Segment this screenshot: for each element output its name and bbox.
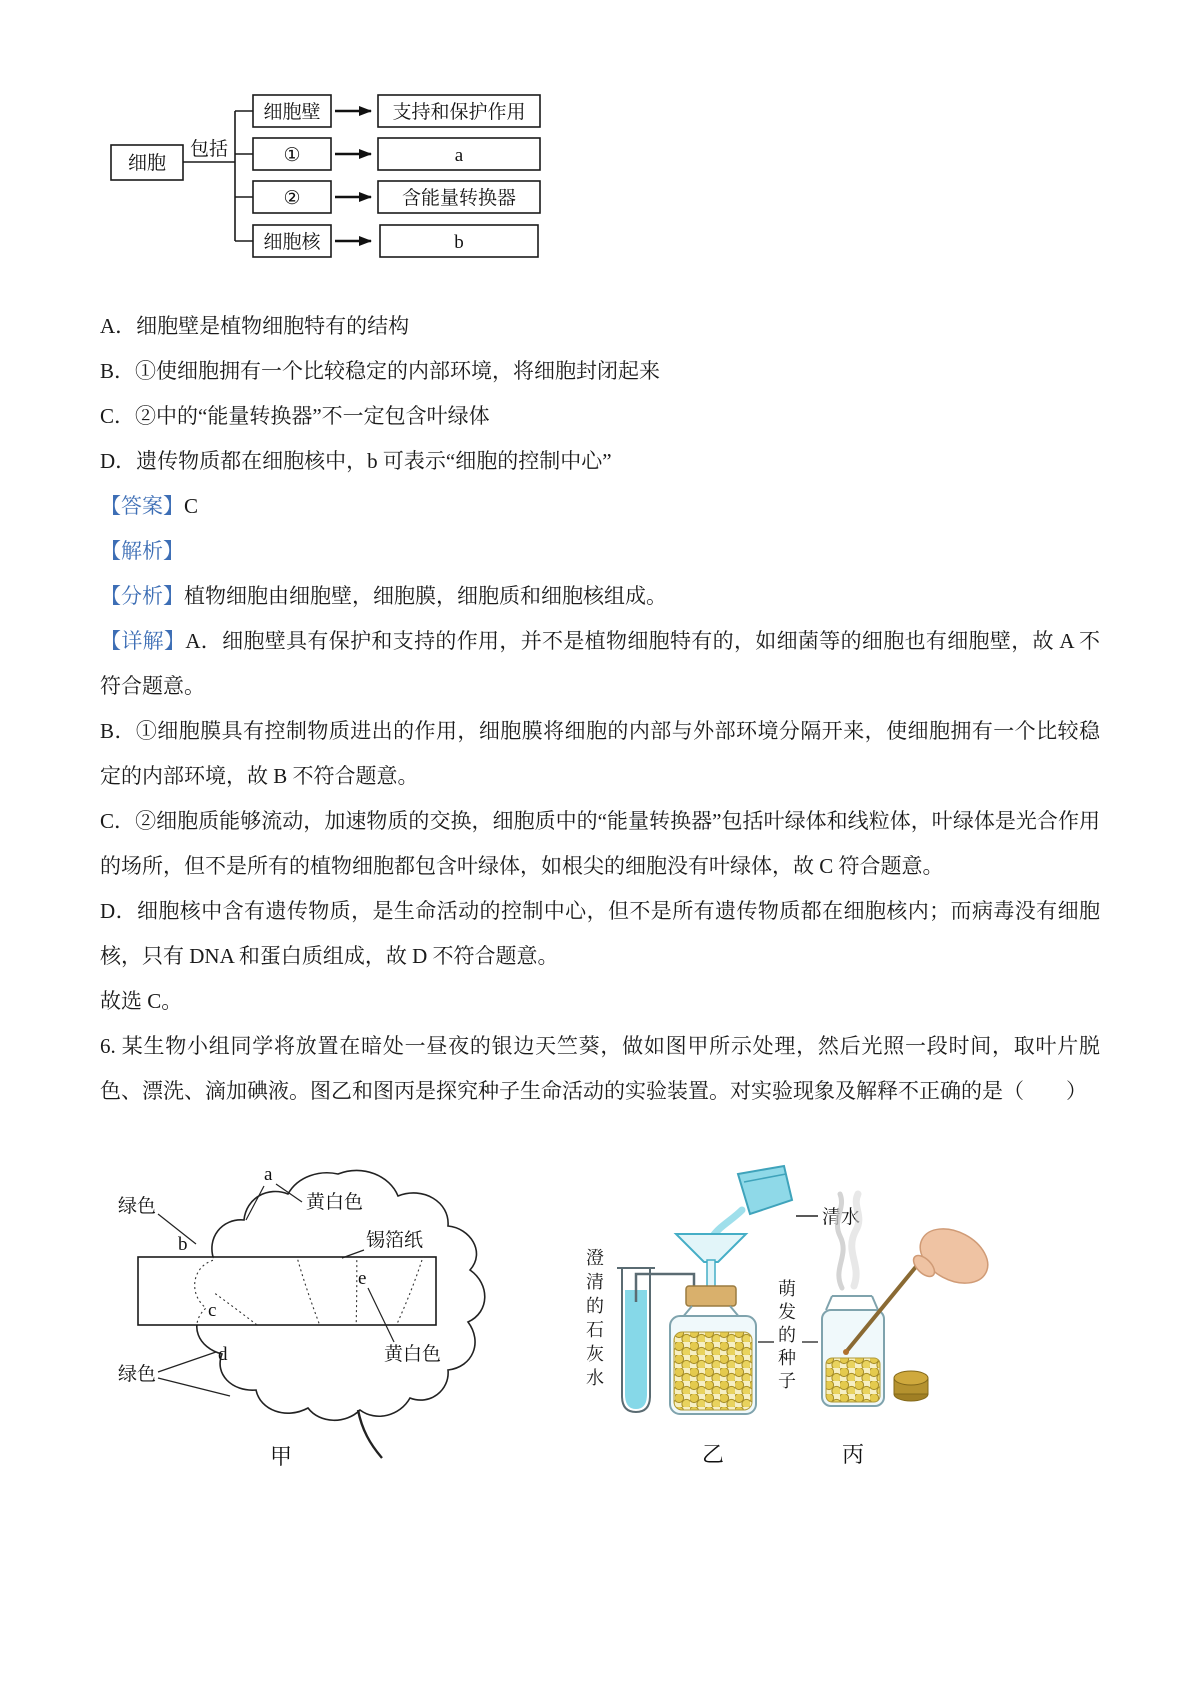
- caption-jia: 甲: [270, 1444, 293, 1469]
- leaf-label-green-bottom: 绿色: [118, 1364, 157, 1385]
- jar-bing: [822, 1296, 884, 1406]
- leaf-label-d: d: [218, 1344, 228, 1365]
- answer-tag: 【答案】: [100, 494, 184, 518]
- water-label: 清水: [822, 1207, 861, 1228]
- conclusion-line: 故选 C。: [100, 989, 183, 1013]
- pouring-beaker: [713, 1166, 792, 1236]
- option-a: A．细胞壁是植物细胞特有的结构: [100, 314, 410, 338]
- flowchart-right-2: a: [454, 145, 464, 166]
- flowchart-mid-2: ①: [283, 145, 301, 166]
- flowchart-edge-label: 包括: [189, 139, 229, 160]
- leaf-stem: [358, 1410, 382, 1458]
- flowchart-root-label: 细胞: [127, 153, 167, 174]
- leaf-label-a: a: [264, 1164, 273, 1185]
- analysis-text: 植物细胞由细胞壁，细胞膜，细胞质和细胞核组成。: [184, 584, 667, 608]
- option-c: C．②中的“能量转换器”不一定包含叶绿体: [100, 404, 490, 428]
- flowchart-svg: [108, 88, 568, 278]
- detail-paragraph-c: C．②细胞质能够流动，加速物质的交换，细胞质中的“能量转换器”包括叶绿体和线粒体，叶绿体是光合作用的场所，但不是所有的植物细胞都包含叶绿体，如根尖的细胞没有叶绿体，故 C 符合题意。: [100, 809, 1100, 878]
- hand: [910, 1218, 997, 1294]
- detail-paragraph-a: [100, 619, 1100, 709]
- leaf-label-yellow-bottom: 黄白色: [384, 1344, 442, 1365]
- flowchart-right-4: b: [454, 232, 464, 253]
- leaf-label-c: c: [208, 1300, 217, 1321]
- leaf-label-e: e: [358, 1268, 367, 1289]
- limewater-label: 澄清的石灰水: [586, 1248, 604, 1388]
- analysis-tag: 【分析】: [100, 584, 184, 608]
- analysis-header-tag: 【解析】: [100, 539, 184, 563]
- detail-paragraph-b: B．①细胞膜具有控制物质进出的作用，细胞膜将细胞的内部与外部环境分隔开来，使细胞拥有一个比较稳定的内部环境，故 B 不符合题意。: [100, 719, 1100, 788]
- flowchart-mid-4: 细胞核: [263, 232, 321, 253]
- option-d: D．遗传物质都在细胞核中，b 可表示“细胞的控制中心”: [100, 449, 612, 473]
- germinating-seeds-label: 萌发的种子: [778, 1279, 796, 1391]
- detail-a-text: A．细胞壁具有保护和支持的作用，并不是植物细胞特有的，如细菌等的细胞也有细胞壁，故 A 不符合题意。: [100, 629, 1101, 698]
- leaf-label-green-top: 绿色: [118, 1196, 157, 1217]
- caption-yi: 乙: [701, 1442, 725, 1467]
- flowchart-right-3: 含能量转换器: [401, 188, 517, 209]
- figures-row: [100, 1160, 1100, 1475]
- leaf-label-b: b: [178, 1234, 188, 1255]
- answer-value: C: [184, 494, 199, 518]
- analysis-line: [100, 574, 1100, 619]
- answer-line: [100, 484, 1100, 529]
- flowchart-mid-1: 细胞壁: [263, 102, 321, 123]
- flowchart-mid-3: ②: [283, 188, 301, 209]
- jar-cap: [894, 1371, 928, 1401]
- jar-yi: [670, 1286, 756, 1414]
- detail-tag: 【详解】: [100, 629, 186, 653]
- analysis-header-line: [100, 529, 1100, 574]
- detail-paragraph-d: D．细胞核中含有遗传物质，是生命活动的控制中心，但不是所有遗传物质都在细胞核内；而病毒没有细胞核，只有 DNA 和蛋白质组成，故 D 不符合题意。: [100, 899, 1100, 968]
- leaf-label-yellow-top: 黄白色: [306, 1192, 364, 1213]
- figure-jia-leaf: [100, 1160, 570, 1475]
- flowchart-arrows: [335, 111, 371, 241]
- foil-strip: [138, 1257, 436, 1325]
- figure-yi-bing-apparatus: [570, 1160, 1080, 1475]
- apparatus-svg: [570, 1160, 1070, 1475]
- leaf-label-foil: 锡箔纸: [366, 1230, 424, 1251]
- option-b: B．①使细胞拥有一个比较稳定的内部环境，将细胞封闭起来: [100, 359, 661, 383]
- cell-structure-flowchart: [108, 88, 1100, 278]
- caption-bing: 丙: [841, 1442, 865, 1467]
- question6-stem: 6. 某生物小组同学将放置在暗处一昼夜的银边天竺葵，做如图甲所示处理，然后光照一段时间，取叶片脱色、漂洗、滴加碘液。图乙和图丙是探究种子生命活动的实验装置。对实验现象及解释不正确的是（ ）: [100, 1034, 1100, 1103]
- funnel: [676, 1234, 746, 1290]
- leaf-diagram-svg: [100, 1160, 560, 1475]
- flowchart-right-1: 支持和保护作用: [392, 102, 526, 123]
